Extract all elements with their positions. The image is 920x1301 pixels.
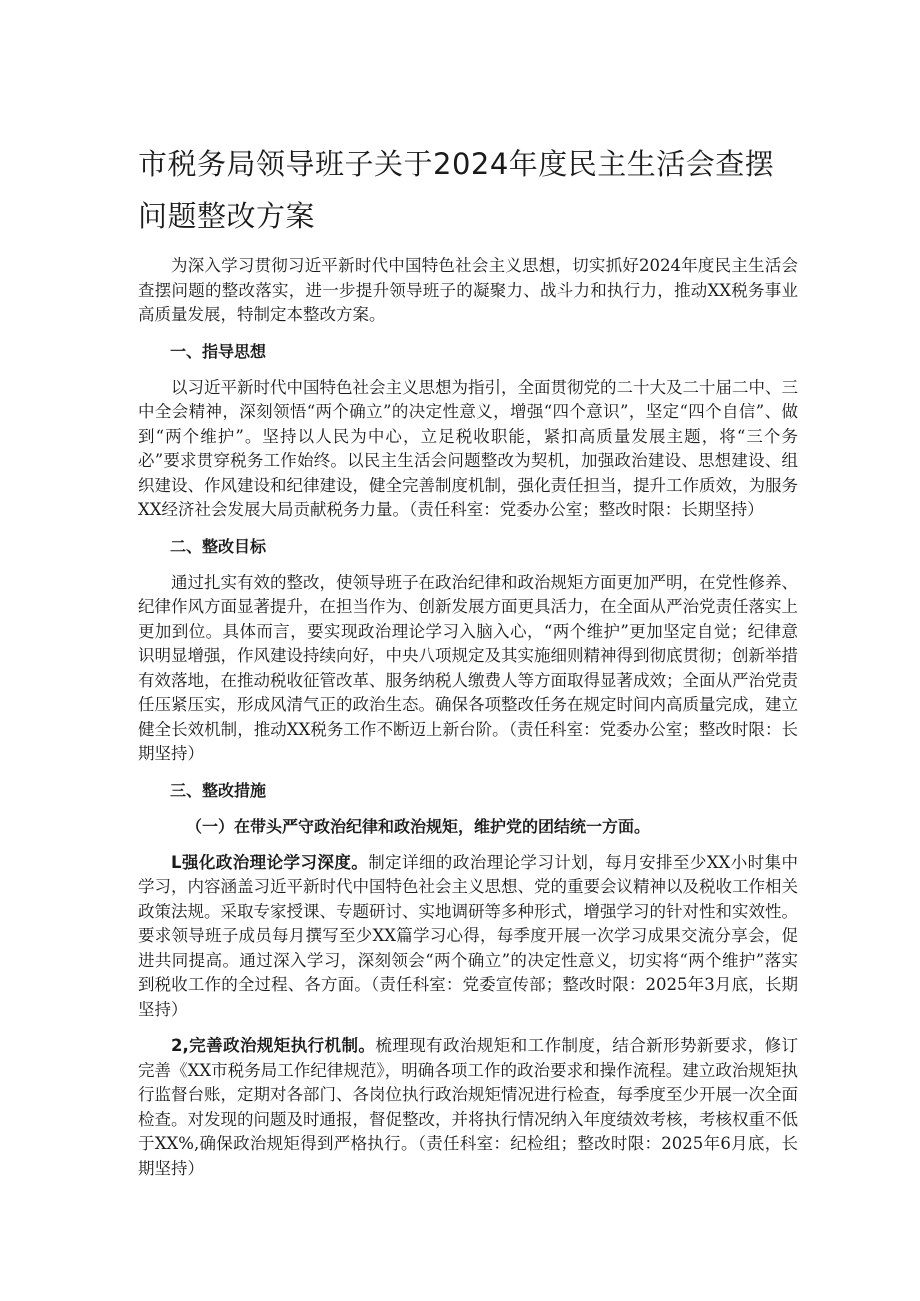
section-body-guiding-ideology: 以习近平新时代中国特色社会主义思想为指引，全面贯彻党的二十大及二十届二中、三中全会精神，深刻领悟“两个确立”的决定性意义，增强“四个意识”，坚定“四个自信”、做到“两个维护”。坚持以人民为中心，立足税收职能，紧扣高质量发展主题，将“三个务必”要求贯穿税务工作始终。以民主生活会问题整改为契机，加强政治建设、思想建设、组织建设、作风建设和纪律建设，健全完善制度机制，强化责任担当，提升工作质效，为服务XX经济社会发展大局贡献税务力量。（责任科室：党委办公室；整改时限：长期坚持）	[138, 377, 798, 519]
measure-item	[138, 851, 798, 1023]
measure-item-lead: L强化政治理论学习深度。	[171, 852, 369, 872]
measure-item-body: 梳理现有政治规矩和工作制度，结合新形势新要求，修订完善《XX市税务局工作纪律规范》，明确各项工作的政治要求和操作流程。建立政治规矩执行监督台账，定期对各部门、各岗位执行政治规矩情况进行检查，每季度至少开展一次全面检查。对发现的问题及时通报，督促整改，并将执行情况纳入年度绩效考核，考核权重不低于XX%,确保政治规矩得到严格执行。（责任科室：纪检组；整改时限：2025年6月底，长期坚持）	[138, 1036, 799, 1178]
document-page	[138, 138, 798, 1193]
document-title: 市税务局领导班子关于2024年度民主生活会查摆问题整改方案	[138, 147, 775, 233]
section-heading-guiding-ideology: 一、指导思想	[170, 341, 267, 361]
section-heading-rectification-goals: 二、整改目标	[170, 536, 267, 556]
subsection-heading: （一）在带头严守政治纪律和政治规矩，维护党的团结统一方面。	[186, 816, 651, 836]
measure-item-lead: 2,完善政治规矩执行机制。	[171, 1036, 376, 1055]
section-heading-rectification-measures: 三、整改措施	[170, 780, 267, 800]
intro-paragraph: 为深入学习贯彻习近平新时代中国特色社会主义思想，切实抓好2024年度民主生活会查摆问题的整改落实，进一步提升领导班子的凝聚力、战斗力和执行力，推动XX税务事业高质量发展，特制定本整改方案。	[138, 256, 798, 324]
section-body-rectification-goals: 通过扎实有效的整改，使领导班子在政治纪律和政治规矩方面更加严明，在党性修养、纪律作风方面显著提升，在担当作为、创新发展方面更具活力，在全面从严治党责任落实上更加到位。具体而言，要实现政治理论学习入脑入心，“两个维护”更加坚定自觉；纪律意识明显增强，作风建设持续向好，中央八项规定及其实施细则精神得到彻底贯彻；创新举措有效落地，在推动税收征管改革、服务纳税人缴费人等方面取得显著成效；全面从严治党责任压紧压实，形成风清气正的政治生态。确保各项整改任务在规定时间内高质量完成，建立健全长效机制，推动XX税务工作不断迈上新台阶。（责任科室：党委办公室；整改时限：长期坚持）	[138, 572, 798, 763]
measure-item	[138, 1034, 798, 1181]
measure-item-body: 制定详细的政治理论学习计划，每月安排至少XX小时集中学习，内容涵盖习近平新时代中国特色社会主义思想、党的重要会议精神以及税收工作相关政策法规。采取专家授课、专题研讨、实地调研等多种形式，增强学习的针对性和实效性。要求领导班子成员每月撰写至少XX篇学习心得，每季度开展一次学习成果交流分享会，促进共同提高。通过深入学习，深刻领会“两个确立”的决定性意义，切实将“两个维护”落实到税收工作的全过程、各方面。（责任科室：党委宣传部；整改时限：2025年3月底，长期坚持）	[138, 852, 799, 1019]
